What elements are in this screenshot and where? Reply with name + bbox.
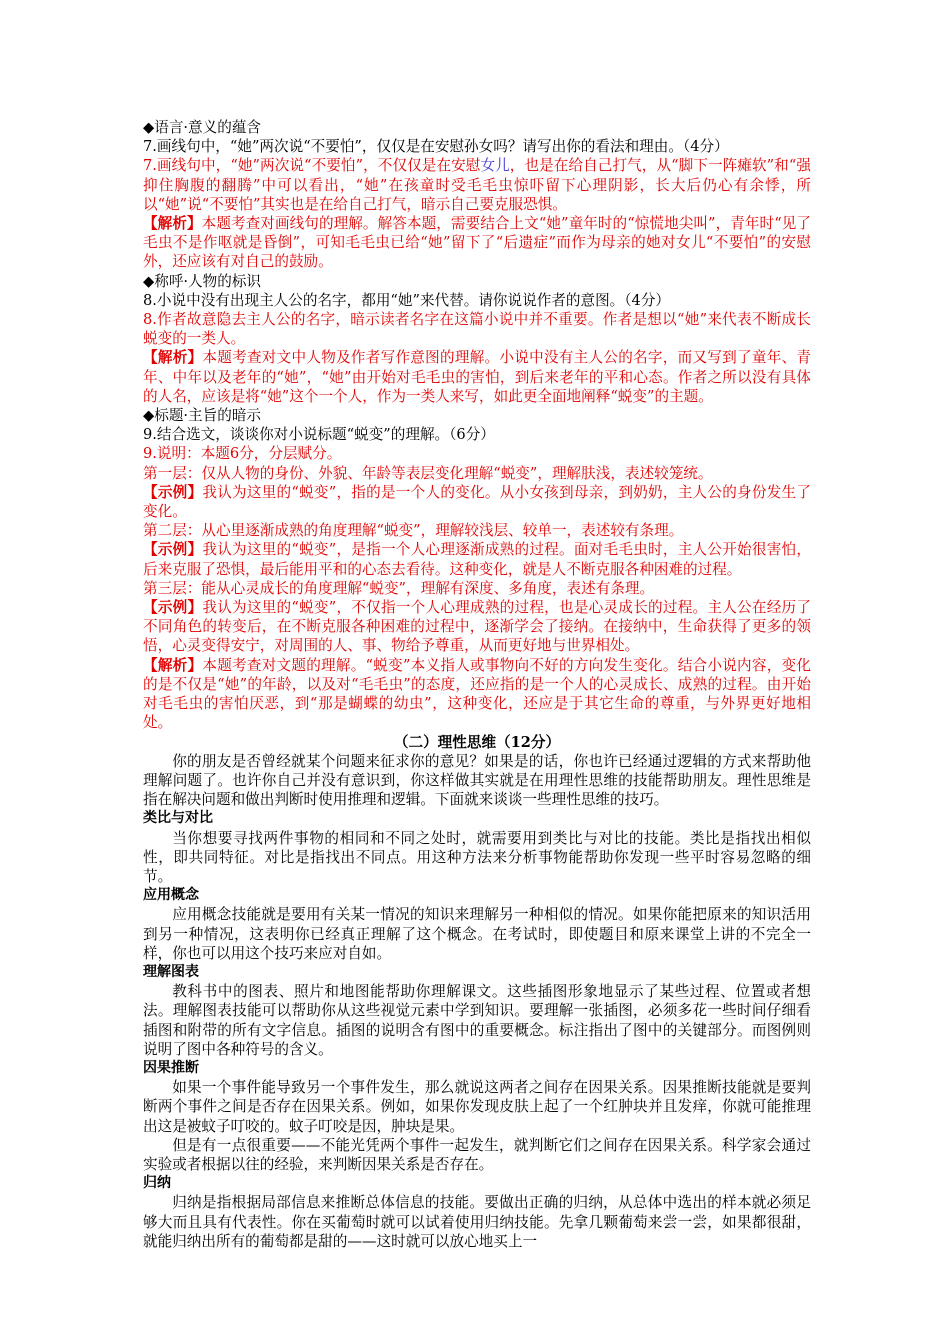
- answer-7-highlight: 女儿: [480, 157, 510, 175]
- section-title-rational: （二）理性思维（12分）: [393, 733, 561, 751]
- answer-7-text-b: ，也是在给自己打气，从“脚下一阵瘫软”和“强抑住胸腹的翻腾”中可以看出，“她”在孩童时受毛毛虫惊吓留下心理阴影，长大后仍心有余悸，所以“她”说“不要怕”其实也是在给自己打气，暗示自己要克服恐惧。: [143, 157, 811, 213]
- example-tag: 【示例】: [143, 599, 203, 617]
- paragraph-analogy: 当你想要寻找两件事物的相同和不同之处时，就需要用到类比与对比的技能。类比是指找出相似性，即共同特征。对比是指找出不同点。用这种方法来分析事物能帮助你发现一些平时容易忽略的细节。: [143, 829, 811, 885]
- paragraph-concept: 应用概念技能就是要用有关某一情况的知识来理解另一种相似的情况。如果你能把原来的知识活用到另一种情况，这表明你已经真正理解了这个概念。在考试时，即使题目和原来课堂上讲的不完全一样，你也可以用这个技巧来应对自如。: [143, 906, 811, 962]
- analysis-tag: 【解析】: [143, 656, 203, 674]
- section-heading-title: ◆标题·主旨的暗示: [143, 407, 262, 425]
- level-2: 第二层：从心里逐渐成熟的角度理解“蜕变”，理解较浅层、较单一，表述较有条理。: [143, 522, 684, 540]
- example-2-text: 我认为这里的“蜕变”，是指一个人心理逐渐成熟的过程。面对毛毛虫时，主人公开始很害怕，后来克服了恐惧，最后能用平和的心态去看待。这种变化，就是人不断克服各种困难的过程。: [143, 541, 811, 578]
- paragraph-induction: 归纳是指根据局部信息来推断总体信息的技能。要做出正确的归纳，从总体中选出的样本就必须足够大而且具有代表性。你在买葡萄时就可以试着使用归纳技能。先拿几颗葡萄来尝一尝，如果都很甜，就能归纳出所有的葡萄都是甜的——这时就可以放心地买上一: [143, 1194, 811, 1250]
- answer-8: 8.作者故意隐去主人公的名字，暗示读者名字在这篇小说中并不重要。作者是想以“她”来代表不断成长蜕变的一类人。: [143, 311, 811, 348]
- example-1: [143, 483, 811, 521]
- analysis-9: [143, 656, 811, 733]
- analysis-7: [143, 214, 811, 272]
- question-9: 9.结合选文，谈谈你对小说标题“蜕变”的理解。（6分）: [143, 426, 495, 444]
- section-heading-language: ◆语言·意义的蕴含: [143, 119, 262, 136]
- subheading-cause-effect: 因果推断: [143, 1059, 199, 1076]
- document-page: [143, 118, 811, 1251]
- example-3: [143, 598, 811, 656]
- subheading-charts: 理解图表: [143, 963, 199, 980]
- example-1-text: 我认为这里的“蜕变”，指的是一个人的变化。从小女孩到母亲，到奶奶，主人公的身份发生了变化。: [143, 483, 811, 521]
- level-3: 第三层：能从心灵成长的角度理解“蜕变”，理解有深度、多角度，表述有条理。: [143, 579, 655, 597]
- paragraph-cause-effect-2: 但是有一点很重要——不能光凭两个事件一起发生，就判断它们之间存在因果关系。科学家会通过实验或者根据以往的经验，来判断因果关系是否存在。: [143, 1136, 811, 1173]
- level-1: 第一层：仅从人物的身份、外貌、年龄等表层变化理解“蜕变”，理解肤浅，表述较笼统。: [143, 464, 713, 482]
- answer-7: [143, 156, 811, 214]
- intro-paragraph: 你的朋友是否曾经就某个问题来征求你的意见？如果是的话，你也许已经通过逻辑的方式来帮助他理解问题了。也许你自己并没有意识到，你这样做其实就是在用理性思维的技能帮助朋友。理性思维是指在解决问题和做出判断时使用推理和逻辑。下面就来谈谈一些理性思维的技巧。: [143, 752, 811, 809]
- subheading-induction: 归纳: [143, 1175, 171, 1192]
- example-3-text: 我认为这里的“蜕变”，不仅指一个人心理成熟的过程，也是心灵成长的过程。主人公在经历了不同角色的转变后，在不断克服各种困难的过程中，逐渐学会了接纳。在接纳中，生命获得了更多的领悟，心灵变得安宁，对周围的人、事、物给予尊重，从而更好地与世界相处。: [143, 599, 811, 655]
- example-tag: 【示例】: [143, 541, 203, 559]
- analysis-tag: 【解析】: [143, 215, 202, 233]
- analysis-tag: 【解析】: [143, 349, 203, 367]
- question-7: 7.画线句中，“她”两次说“不要怕”，仅仅是在安慰孙女吗？请写出你的看法和理由。（4分）: [143, 138, 729, 156]
- example-tag: 【示例】: [143, 483, 203, 501]
- analysis-8: [143, 348, 811, 406]
- answer-9-intro: 9.说明：本题6分，分层赋分。: [143, 445, 342, 463]
- analysis-8-text: 本题考查对文中人物及作者写作意图的理解。小说中没有主人公的名字，而又写到了童年、青年、中年以及老年的“她”，“她”由开始对毛毛虫的害怕，到后来老年的平和心态。作者之所以没有具体的人名，应该是将“她”这个一个人，作为一类人来写，如此更全面地阐释“蜕变”的主题。: [143, 349, 811, 405]
- subheading-analogy: 类比与对比: [143, 810, 213, 827]
- analysis-9-text: 本题考查对文题的理解。“蜕变”本义指人或事物向不好的方向发生变化。结合小说内容，变化的是不仅是“她”的年龄，以及对“毛毛虫”的态度，还应指的是一个人的心灵成长、成熟的过程。由开始对毛毛虫的害怕厌恶，到“那是蝴蝶的幼虫”，这种变化，还应是于其它生命的尊重，与外界更好地相处。: [143, 656, 811, 732]
- analysis-7-text: 本题考查对画线句的理解。解答本题，需要结合上文“她”童年时的“惊慌地尖叫”，青年时“见了毛虫不是作呕就是昏倒”，可知毛毛虫已给“她”留下了“后遗症”而作为母亲的她对女儿“不要怕”的安慰外，还应该有对自己的鼓励。: [143, 215, 811, 271]
- example-2: [143, 540, 811, 578]
- paragraph-cause-effect-1: 如果一个事件能导致另一个事件发生，那么就说这两者之间存在因果关系。因果推断技能就是要判断两个事件之间是否存在因果关系。例如，如果你发现皮肤上起了一个红肿块并且发痒，你就可能推理出这是被蚊子叮咬的。蚊子叮咬是因，肿块是果。: [143, 1079, 811, 1135]
- question-8: 8.小说中没有出现主人公的名字，都用“她”来代替。请你说说作者的意图。（4分）: [143, 291, 671, 309]
- section-heading-address: ◆称呼·人物的标识: [143, 272, 262, 290]
- answer-7-text-a: 7.画线句中，“她”两次说“不要怕”，不仅仅是在安慰: [143, 157, 481, 175]
- subheading-concept: 应用概念: [143, 887, 199, 904]
- paragraph-charts: 教科书中的图表、照片和地图能帮助你理解课文。这些插图形象地显示了某些过程、位置或者想法。理解图表技能可以帮助你从这些视觉元素中学到知识。要理解一张插图，必须多花一些时间仔细看插图和附带的所有文字信息。插图的说明含有图中的重要概念。标注指出了图中的关键部分。而图例则说明了图中各种符号的含义。: [143, 983, 811, 1058]
